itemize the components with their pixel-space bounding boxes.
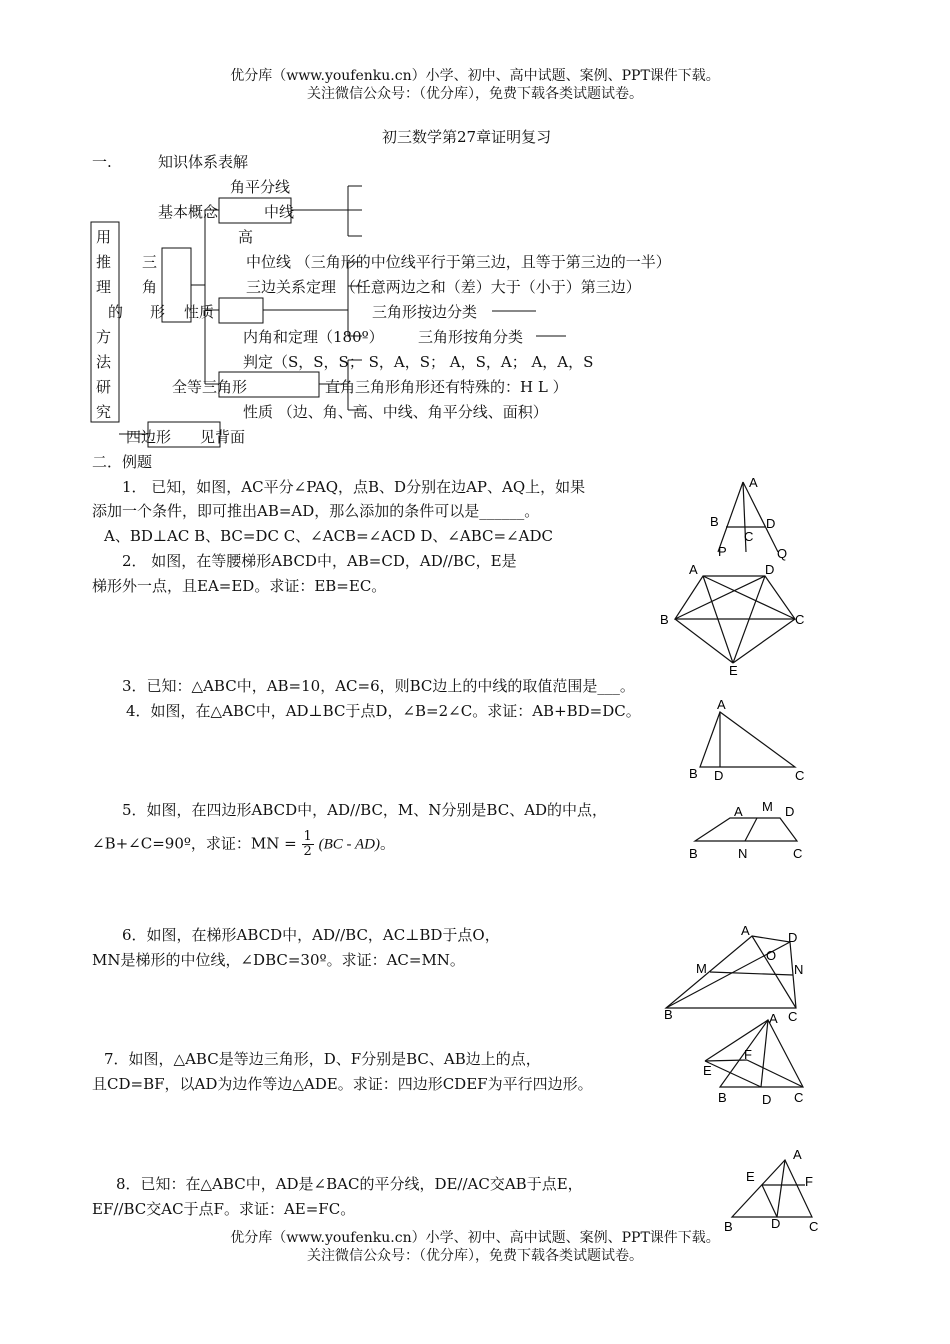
figure-8 [720, 1145, 830, 1240]
problem-1-line-1: 1． 已知，如图，AC平分∠PAQ，点B、D分别在边AP、AQ上，如果 [122, 478, 586, 496]
problem-5-line-2 [92, 830, 395, 859]
tree-midline: 中位线 （三角形的中位线平行于第三边，且等于第三边的一半） [246, 253, 671, 271]
tree-angle-sum: 内角和定理（180º） [243, 328, 384, 346]
figure-2 [655, 560, 815, 680]
footer-line-1: 优分库（www.youfenku.cn）小学、初中、高中试题、案例、PPT课件下载。 [230, 1230, 720, 1246]
problem-3: 3．已知：△ABC中，AB=10，AC=6，则BC边上的中线的取值范围是___。 [122, 677, 635, 695]
label-O: O [766, 948, 777, 963]
label-A: A [734, 804, 743, 819]
label-A: A [749, 475, 758, 490]
fraction-one-half [302, 830, 314, 859]
tree-left-char: 究 [96, 403, 112, 421]
label-D: D [762, 1092, 772, 1107]
label-D: D [771, 1216, 781, 1231]
label-C: C [744, 529, 754, 544]
tree-three-sides: 三边关系定理 （任意两边之和（差）大于（小于）第三边） [246, 278, 641, 296]
label-E: E [746, 1169, 755, 1184]
label-C: C [795, 768, 805, 783]
fraction-denominator: 2 [303, 844, 312, 859]
label-Q: Q [777, 546, 788, 561]
label-A: A [717, 697, 726, 712]
label-D: D [785, 804, 795, 819]
figure-7 [695, 1005, 820, 1110]
problem-6-line-2: MN是梯形的中位线，∠DBC=30º。求证：AC=MN。 [92, 951, 465, 969]
problem-2-line-2: 梯形外一点，且EA=ED。求证：EB=EC。 [92, 577, 387, 595]
tree-left-char: 的 [108, 303, 124, 321]
problem-5-expression: (BC - AD) [318, 836, 380, 853]
label-B: B [718, 1090, 727, 1105]
header-line-2: 关注微信公众号：（优分库），免费下载各类试题试卷。 [307, 86, 643, 102]
label-C: C [793, 846, 803, 861]
problem-1-options: A、BD⊥AC B、BC=DC C、∠ACB=∠ACD D、∠ABC=∠ADC [104, 527, 554, 545]
label-D: D [788, 930, 798, 945]
tree-congruent: 全等三角形 [172, 378, 248, 396]
label-C: C [788, 1009, 798, 1024]
label-B: B [689, 766, 698, 781]
tree-quadrilateral: 四边形 [126, 428, 172, 446]
label-M: M [696, 961, 707, 976]
figure-4 [685, 697, 815, 787]
figure-5 [685, 796, 815, 866]
tree-left-char: 理 [96, 278, 112, 296]
problem-7-line-1: 7．如图，△ABC是等边三角形，D、F分别是BC、AB边上的点， [104, 1050, 541, 1068]
label-B: B [689, 846, 698, 861]
problem-1-line-2: 添加一个条件，即可推出AB=AD，那么添加的条件可以是______。 [92, 502, 540, 520]
tree-hl: 直角三角形角形还有特殊的：H L ） [325, 378, 568, 396]
problem-7-line-2: 且CD=BF，以AD为边作等边△ADE。求证：四边形CDEF为平行四边形。 [92, 1075, 593, 1093]
tree-basic-concept: 基本概念 [158, 203, 219, 221]
section-1-heading: 知识体系表解 [158, 153, 249, 171]
label-D: D [714, 768, 724, 783]
label-A: A [793, 1147, 802, 1162]
label-N: N [738, 846, 748, 861]
label-E: E [729, 663, 738, 678]
label-F: F [744, 1047, 752, 1062]
problem-8-line-1: 8．已知：在△ABC中，AD是∠BAC的平分线，DE//AC交AB于点E， [116, 1175, 583, 1193]
label-B: B [724, 1219, 733, 1234]
header-line-1: 优分库（www.youfenku.cn）小学、初中、高中试题、案例、PPT课件下载。 [230, 68, 720, 84]
tree-tri-char: 角 [142, 278, 158, 296]
tree-tri-char: 形 [150, 303, 166, 321]
label-B: B [710, 514, 719, 529]
tree-classify-angle: 三角形按角分类 [418, 328, 524, 346]
section-1-number: 一. [92, 153, 112, 171]
label-N: N [794, 962, 804, 977]
label-E: E [703, 1063, 712, 1078]
tree-property: 性质 [184, 303, 215, 321]
tree-left-char: 方 [96, 328, 112, 346]
problem-5-end: 。 [379, 834, 395, 853]
problem-8-line-2: EF//BC交AC于点F。求证：AE=FC。 [92, 1200, 356, 1218]
tree-left-char: 用 [96, 228, 112, 246]
tree-property-2: 性质 （边、角、高、中线、角平分线、面积） [243, 403, 548, 421]
label-B: B [660, 612, 669, 627]
label-A: A [741, 923, 750, 938]
label-C: C [809, 1219, 819, 1234]
label-A: A [769, 1011, 778, 1026]
figure-1 [700, 470, 810, 565]
label-P: P [718, 544, 727, 559]
tree-median: 中线 [264, 203, 295, 221]
tree-tri-char: 三 [142, 253, 158, 271]
footer-line-2: 关注微信公众号：（优分库），免费下载各类试题试卷。 [307, 1248, 643, 1264]
tree-bisector: 角平分线 [230, 178, 291, 196]
label-M: M [762, 799, 773, 814]
problem-2-line-1: 2． 如图，在等腰梯形ABCD中，AB=CD，AD//BC，E是 [122, 552, 517, 570]
label-C: C [795, 612, 805, 627]
label-F: F [805, 1174, 813, 1189]
problem-5-prefix: ∠B+∠C=90º，求证：MN = [92, 834, 297, 853]
fraction-numerator: 1 [303, 829, 312, 844]
label-D: D [765, 562, 775, 577]
label-D: D [766, 516, 776, 531]
tree-left-char: 研 [96, 378, 112, 396]
problem-6-line-1: 6．如图，在梯形ABCD中，AD//BC，AC⊥BD于点O， [122, 926, 500, 944]
label-A: A [689, 562, 698, 577]
tree-height: 高 [238, 228, 254, 246]
tree-classify-side: 三角形按边分类 [372, 303, 478, 321]
page-title: 初三数学第27章证明复习 [382, 128, 552, 146]
tree-judge: 判定（S，S，S； S，A，S； A，S，A； A，A，S [243, 353, 594, 371]
tree-left-char: 推 [96, 253, 112, 271]
label-C: C [794, 1090, 804, 1105]
section-2-heading: 二．例题 [92, 453, 153, 471]
tree-left-char: 法 [96, 353, 112, 371]
problem-4: 4．如图，在△ABC中，AD⊥BC于点D，∠B=2∠C。求证：AB+BD=DC。 [126, 702, 641, 720]
label-B: B [664, 1007, 673, 1022]
tree-see-back: 见背面 [200, 428, 246, 446]
problem-5-line-1: 5．如图，在四边形ABCD中，AD//BC，M、N分别是BC、AD的中点， [122, 801, 608, 819]
